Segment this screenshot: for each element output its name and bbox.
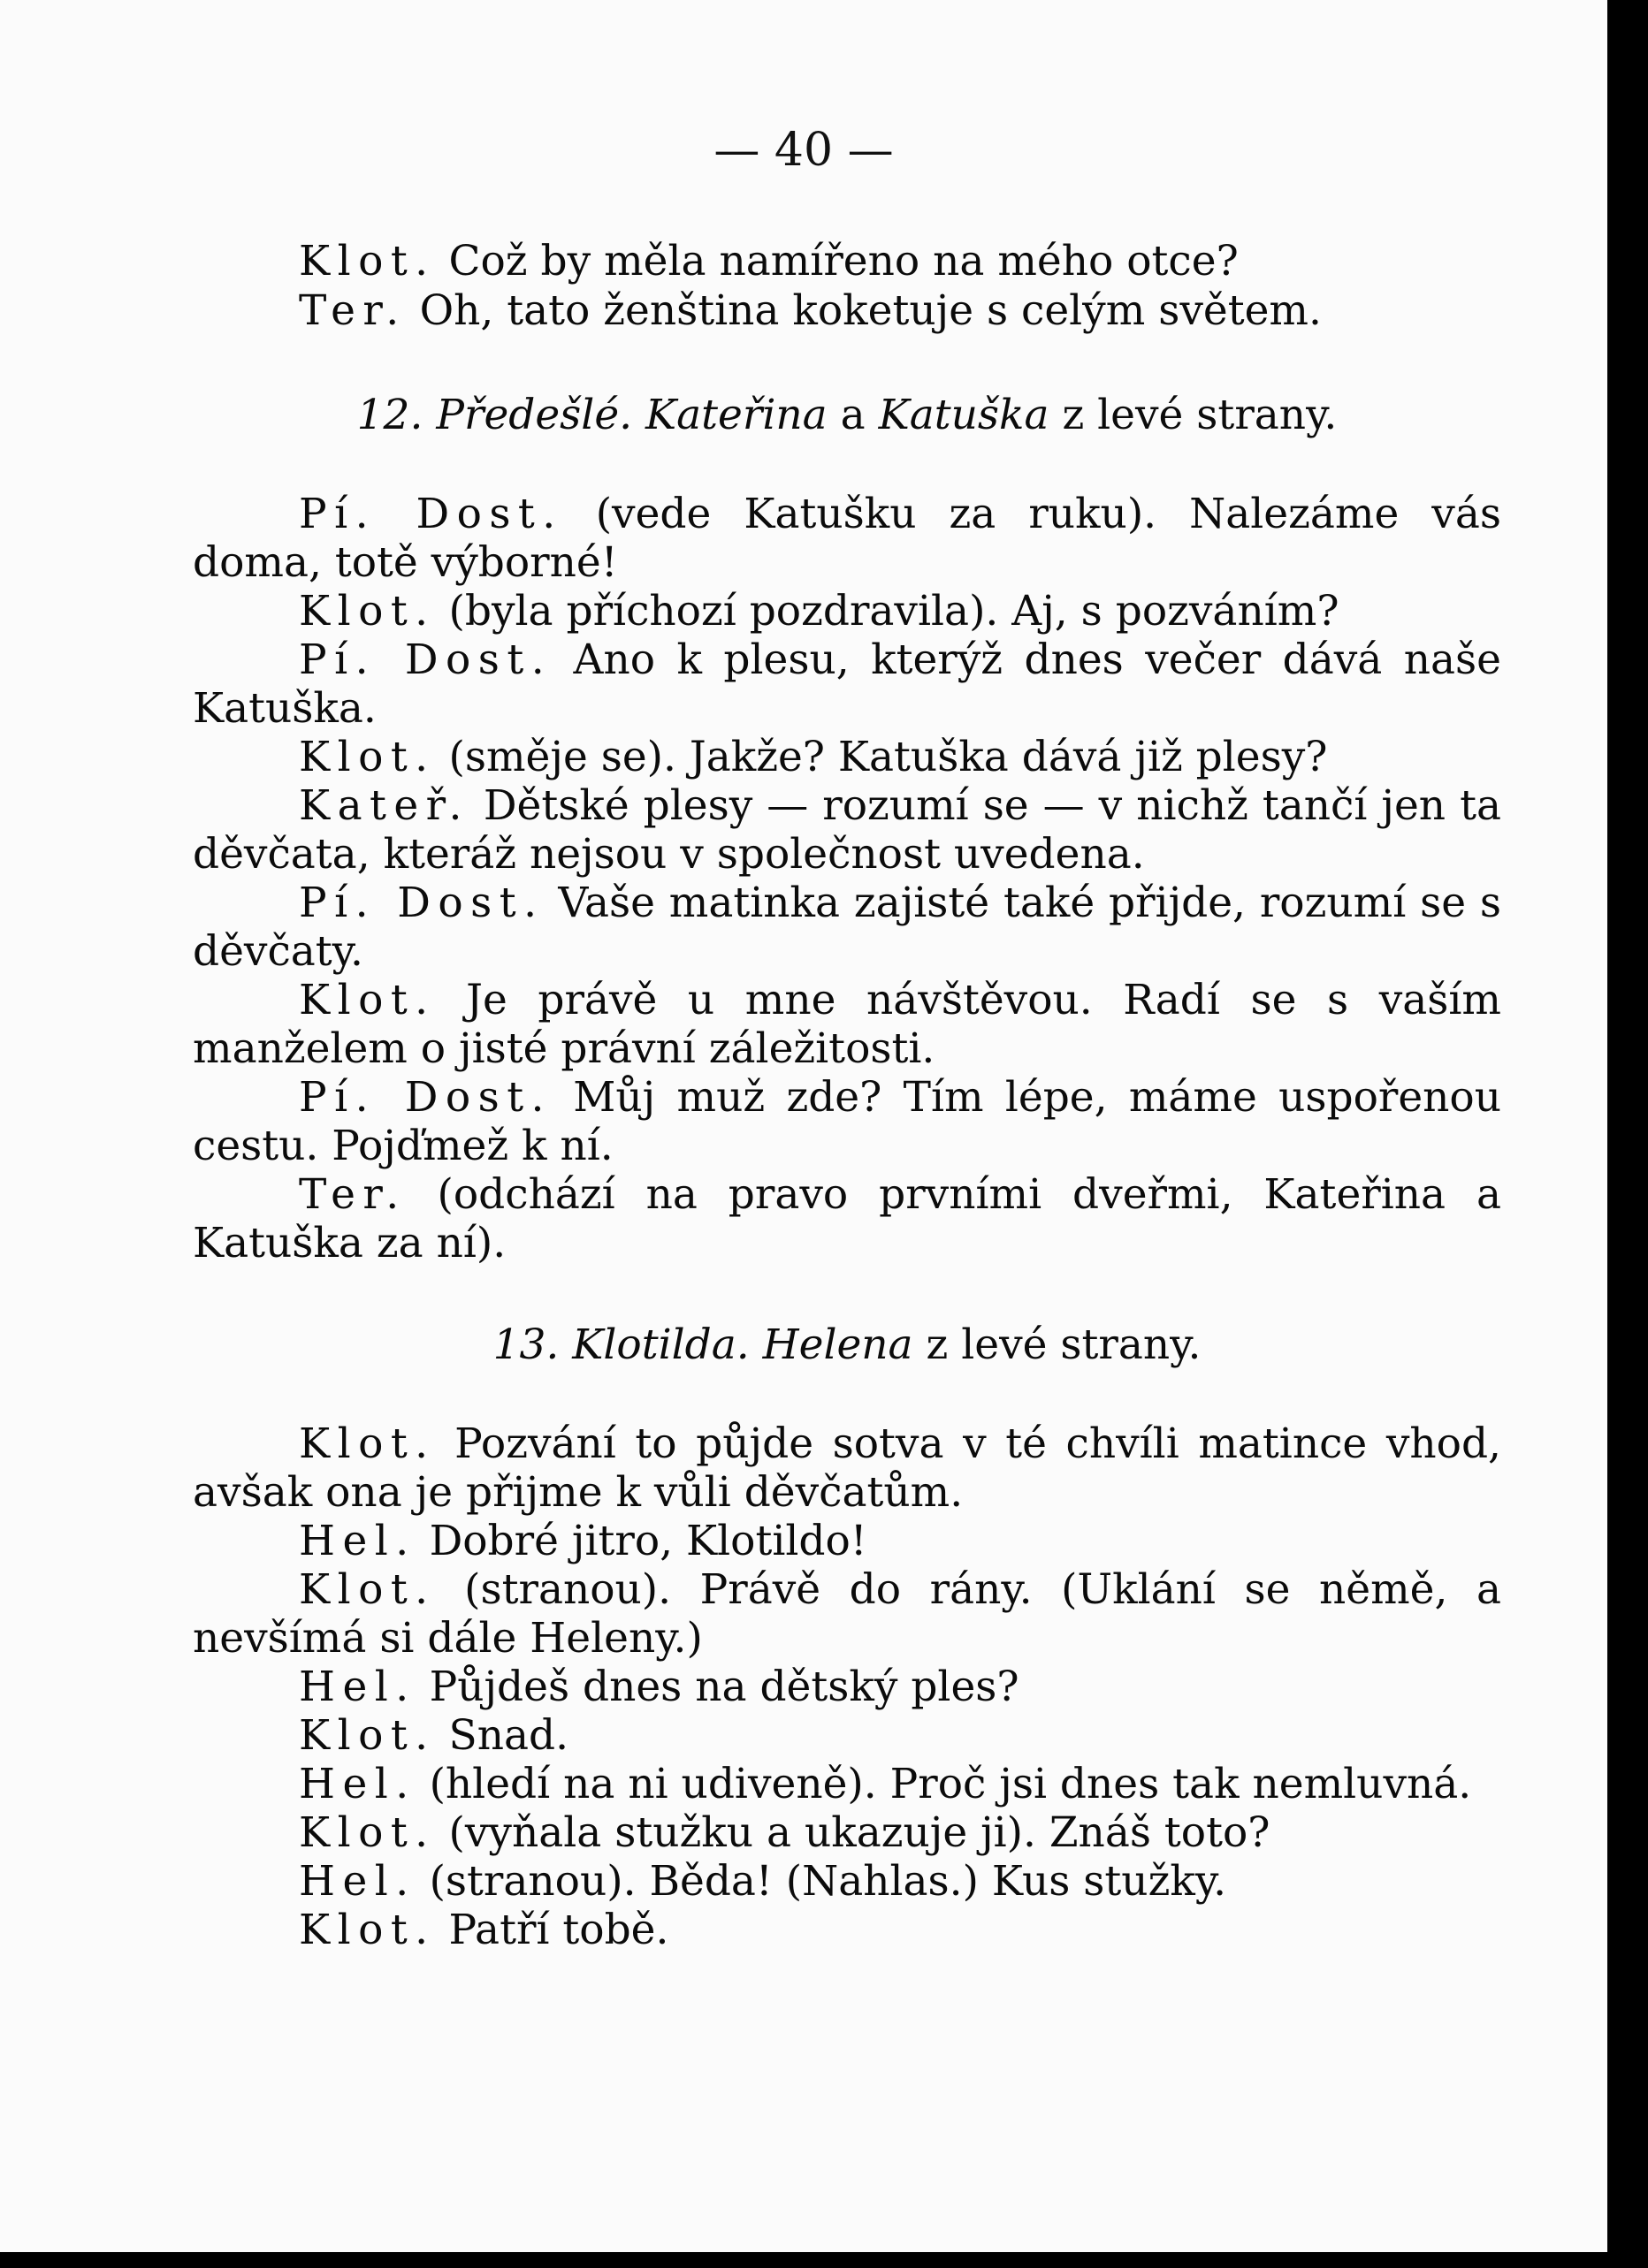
dialogue-line bbox=[193, 781, 1501, 879]
page-text bbox=[193, 237, 1501, 1954]
speaker-name: Klot. bbox=[299, 1419, 436, 1468]
dialogue-line bbox=[193, 1073, 1501, 1170]
line-text: Ano k plesu, kterýž dnes večer dává naše Katuška. bbox=[193, 635, 1501, 733]
speaker-name: Pí. Dost. bbox=[299, 490, 563, 538]
speaker-name: Hel. bbox=[299, 1663, 416, 1711]
line-text: (vyňala stužku a ukazuje ji). Znáš toto? bbox=[448, 1808, 1270, 1857]
speaker-name: Ter. bbox=[299, 1170, 407, 1219]
line-text: Můj muž zde? Tím lépe, máme uspořenou cestu. Pojďmež k ní. bbox=[193, 1073, 1501, 1170]
page-number: — 40 — bbox=[713, 124, 894, 177]
dialogue-line bbox=[193, 733, 1501, 781]
dialogue-line bbox=[193, 976, 1501, 1073]
line-text: Dětské plesy — rozumí se — v nichž tančí jen ta děvčata, kteráž nejsou v společnost uvedena. bbox=[193, 781, 1501, 879]
scene-heading-13 bbox=[193, 1320, 1501, 1370]
line-text: (hledí na ni udiveně). Proč jsi dnes tak nemluvná. bbox=[429, 1760, 1472, 1808]
dialogue-line bbox=[193, 635, 1501, 733]
line-text: Což by měla namířeno na mého otce? bbox=[448, 237, 1239, 285]
speaker-name: Kateř. bbox=[299, 781, 469, 830]
speaker-name: Klot. bbox=[299, 1565, 436, 1614]
scene-number: 12. bbox=[356, 391, 423, 439]
dialogue-line bbox=[193, 286, 1501, 336]
line-text: Snad. bbox=[448, 1711, 569, 1760]
speaker-name: Hel. bbox=[299, 1760, 416, 1808]
speaker-name: Klot. bbox=[299, 1906, 436, 1954]
line-text: Půjdeš dnes na dětský ples? bbox=[429, 1663, 1019, 1711]
line-text: Patří tobě. bbox=[448, 1906, 669, 1954]
dialogue-line bbox=[193, 1517, 1501, 1565]
speaker-name: Klot. bbox=[299, 587, 436, 635]
dialogue-line bbox=[193, 1170, 1501, 1267]
speaker-name: Klot. bbox=[299, 237, 436, 285]
dialogue-line bbox=[193, 1760, 1501, 1808]
line-text: Oh, tato ženština koketuje s celým světem. bbox=[419, 286, 1322, 335]
scene-conjunction: a bbox=[840, 391, 866, 439]
line-text: Vaše matinka zajisté také přijde, rozumí se s děvčaty. bbox=[193, 879, 1501, 976]
dialogue-line bbox=[193, 587, 1501, 635]
line-text: (byla příchozí pozdravila). Aj, s pozváním? bbox=[448, 587, 1339, 635]
scene-characters: Předešlé. Kateřina bbox=[436, 391, 828, 439]
line-text: (směje se). Jakže? Katuška dává již plesy? bbox=[448, 733, 1328, 781]
speaker-name: Klot. bbox=[299, 976, 436, 1024]
dialogue-line bbox=[193, 490, 1501, 587]
speaker-name: Klot. bbox=[299, 733, 436, 781]
dialogue-line bbox=[193, 1419, 1501, 1517]
dialogue-line bbox=[193, 1711, 1501, 1760]
dialogue-line bbox=[193, 1857, 1501, 1906]
scene-number: 13. bbox=[492, 1320, 560, 1369]
speaker-name: Pí. Dost. bbox=[299, 1073, 552, 1122]
line-text: (vede Katušku za ruku). Nalezáme vás doma, totě výborné! bbox=[193, 490, 1501, 587]
line-text: Je právě u mne návštěvou. Radí se s vaším manželem o jisté právní záležitosti. bbox=[193, 976, 1501, 1073]
speaker-name: Hel. bbox=[299, 1857, 416, 1906]
scene-direction: z levé strany. bbox=[926, 1320, 1202, 1369]
line-text: (stranou). Běda! (Nahlas.) Kus stužky. bbox=[429, 1857, 1227, 1906]
speaker-name: Ter. bbox=[299, 286, 407, 335]
dialogue-line bbox=[193, 1906, 1501, 1954]
line-text: (stranou). Právě do rány. (Uklání se němě, a nevšímá si dále Heleny.) bbox=[193, 1565, 1501, 1663]
scene-direction: z levé strany. bbox=[1062, 391, 1338, 439]
speaker-name: Klot. bbox=[299, 1711, 436, 1760]
dialogue-line bbox=[193, 1808, 1501, 1857]
dialogue-line bbox=[193, 879, 1501, 976]
line-text: Dobré jitro, Klotildo! bbox=[429, 1517, 867, 1565]
speaker-name: Hel. bbox=[299, 1517, 416, 1565]
scene-character: Katuška bbox=[878, 391, 1049, 439]
line-text: Pozvání to půjde sotva v té chvíli matince vhod, avšak ona je přijme k vůli děvčatům. bbox=[193, 1419, 1501, 1517]
speaker-name: Pí. Dost. bbox=[299, 635, 553, 684]
speaker-name: Klot. bbox=[299, 1808, 436, 1857]
line-text: (odchází na pravo prvními dveřmi, Kateřina a Katuška za ní). bbox=[193, 1170, 1501, 1267]
dialogue-line bbox=[193, 1663, 1501, 1711]
scene-heading-12 bbox=[193, 391, 1501, 440]
speaker-name: Pí. Dost. bbox=[299, 879, 545, 927]
dialogue-line bbox=[193, 1565, 1501, 1663]
dialogue-line bbox=[193, 237, 1501, 286]
scene-characters: Klotilda. Helena bbox=[572, 1320, 913, 1369]
